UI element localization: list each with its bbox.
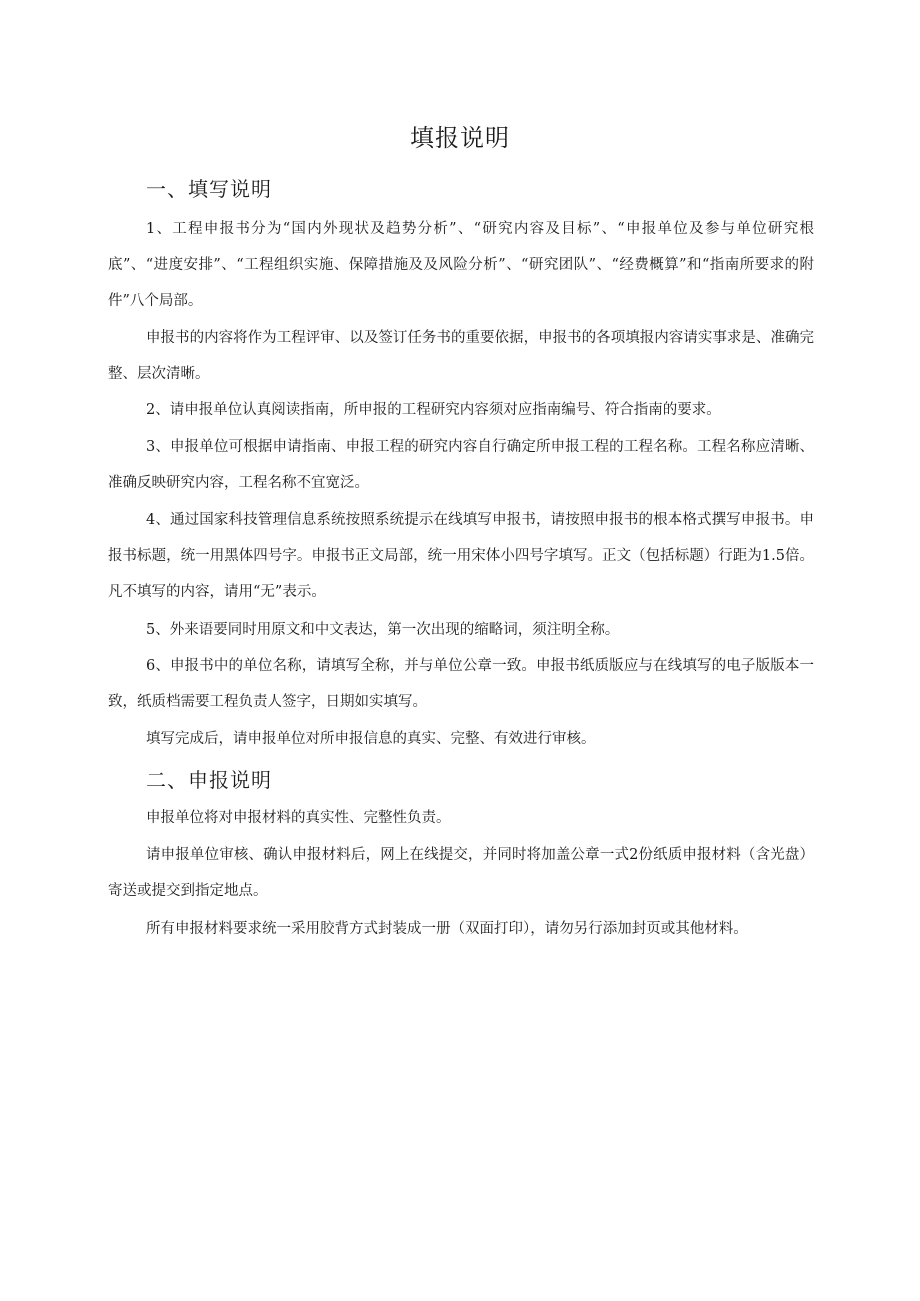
paragraph-5: 4、通过国家科技管理信息系统按照系统提示在线填写申报书，请按照申报书的根本格式撰写申报书。申报书标题，统一用黑体四号字。申报书正文局部，统一用宋体小四号字填写。正文（包括标题）行距为1.5倍。凡不填写的内容，请用“无”表示。 [108, 512, 814, 600]
section-heading-application-instructions: 二、申报说明 [146, 768, 272, 792]
paragraph-9: 申报单位将对申报材料的真实性、完整性负责。 [146, 810, 451, 826]
paragraph-3: 2、请申报单位认真阅读指南，所申报的工程研究内容须对应指南编号、符合指南的要求。 [146, 402, 721, 418]
paragraph-1: 1、工程申报书分为“国内外现状及趋势分析”、“研究内容及目标”、“申报单位及参与单位研究根底”、“进度安排”、“工程组织实施、保障措施及及风险分析”、“研究团队”、“经费概算”和“指南所要求的附件”八个局部。 [108, 221, 814, 309]
paragraph-4: 3、申报单位可根据申请指南、申报工程的研究内容自行确定所申报工程的工程名称。工程名称应清晰、准确反映研究内容，工程名称不宜宽泛。 [108, 439, 814, 491]
paragraph-11: 所有申报材料要求统一采用胶背方式封装成一册（双面打印），请勿另行添加封页或其他材料。 [146, 921, 748, 937]
page-title: 填报说明 [410, 124, 510, 152]
paragraph-6: 5、外来语要同时用原文和中文表达，第一次出现的缩略词，须注明全称。 [146, 622, 620, 638]
paragraph-8: 填写完成后，请申报单位对所申报信息的真实、完整、有效进行审核。 [146, 731, 596, 747]
paragraph-2: 申报书的内容将作为工程评审、以及签订任务书的重要依据，申报书的各项填报内容请实事求是、准确完整、层次清晰。 [108, 330, 814, 382]
paragraph-10: 请申报单位审核、确认申报材料后，网上在线提交，并同时将加盖公章一式2份纸质申报材料（含光盘）寄送或提交到指定地点。 [108, 847, 814, 899]
paragraph-7: 6、申报书中的单位名称，请填写全称，并与单位公章一致。申报书纸质版应与在线填写的电子版版本一致，纸质档需要工程负责人签字，日期如实填写。 [108, 658, 814, 710]
section-heading-fill-instructions: 一、填写说明 [146, 177, 272, 201]
